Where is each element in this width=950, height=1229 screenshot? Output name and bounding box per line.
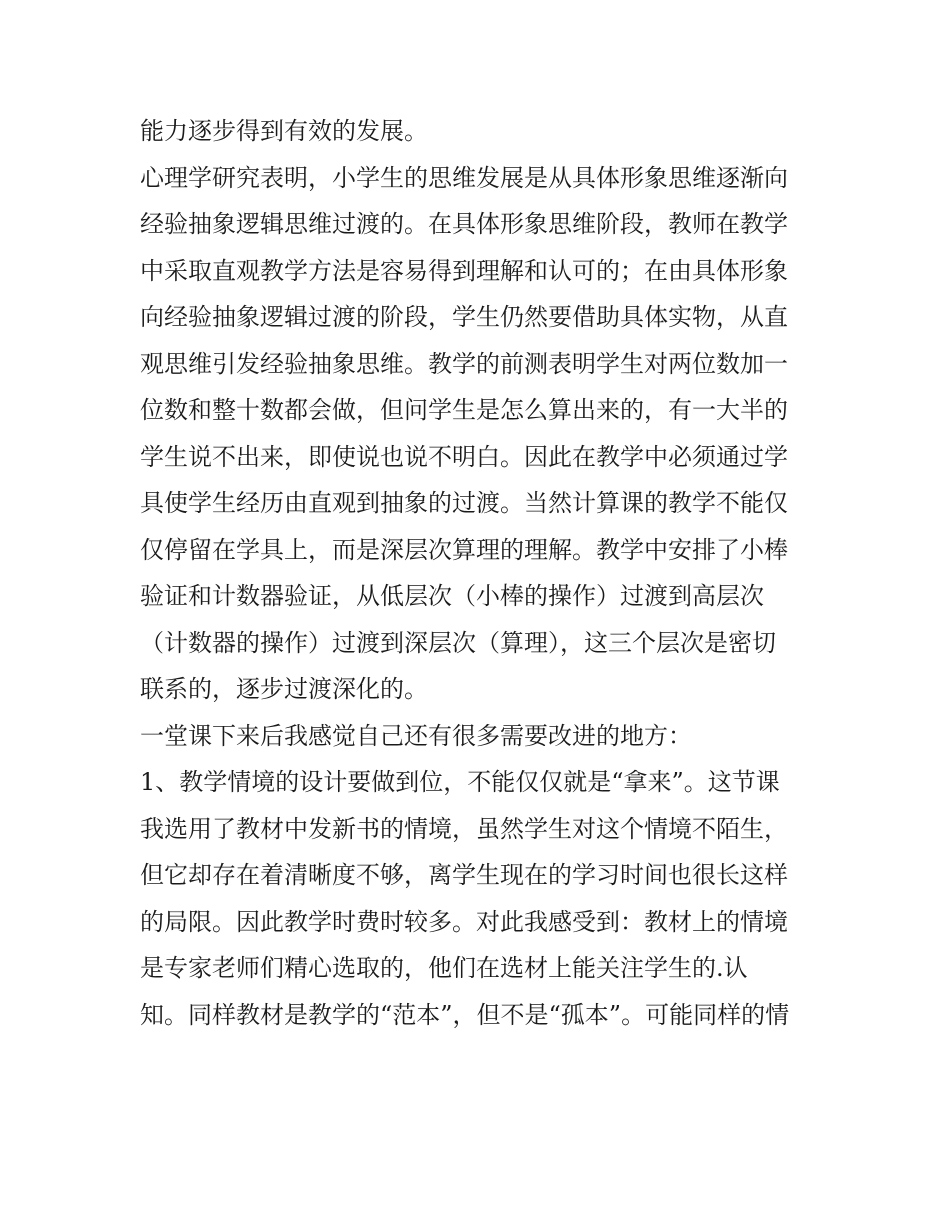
text-line: 观思维引发经验抽象思维。教学的前测表明学生对两位数加一 [140, 349, 788, 378]
text-line: 验证和计数器验证，从低层次（小棒的操作）过渡到高层次 [140, 582, 764, 610]
text-line: 中采取直观教学方法是容易得到理解和认可的；在由具体形象 [140, 256, 788, 285]
text-line: 具使学生经历由直观到抽象的过渡。当然计算课的教学不能仅 [140, 489, 788, 517]
text-line: 一堂课下来后我感觉自己还有很多需要改进的地方： [140, 721, 692, 750]
text-line: 仅停留在学具上，而是深层次算理的理解。教学中安排了小棒 [140, 535, 788, 564]
text-line: 经验抽象逻辑思维过渡的。在具体形象思维阶段，教师在教学 [140, 210, 788, 238]
text-line: 位数和整十数都会做，但问学生是怎么算出来的，有一大半的 [140, 396, 788, 424]
text-line: 是专家老师们精心选取的，他们在选材上能关注学生的.认 [140, 954, 748, 982]
text-line: 知。同样教材是教学的“范本”，但不是“孤本”。可能同样的情 [140, 1000, 790, 1029]
text-line: 但它却存在着清晰度不够，离学生现在的学习时间也很长这样 [140, 861, 788, 889]
text-line: 的局限。因此教学时费时较多。对此我感受到：教材上的情境 [140, 907, 788, 936]
text-line: （计数器的操作）过渡到深层次（算理），这三个层次是密切 [140, 628, 776, 657]
text-line: 1、教学情境的设计要做到位，不能仅仅就是“拿来”。这节课 [140, 768, 780, 796]
text-line: 心理学研究表明，小学生的思维发展是从具体形象思维逐渐向 [140, 163, 788, 192]
text-line: 学生说不出来，即使说也说不明白。因此在教学中必须通过学 [140, 442, 788, 471]
body-text [140, 108, 820, 1038]
text-line: 向经验抽象逻辑过渡的阶段，学生仍然要借助具体实物，从直 [140, 303, 788, 331]
text-line: 能力逐步得到有效的发展。 [140, 117, 428, 145]
text-line: 联系的，逐步过渡深化的。 [140, 675, 428, 703]
text-line: 我选用了教材中发新书的情境，虽然学生对这个情境不陌生， [140, 814, 788, 843]
